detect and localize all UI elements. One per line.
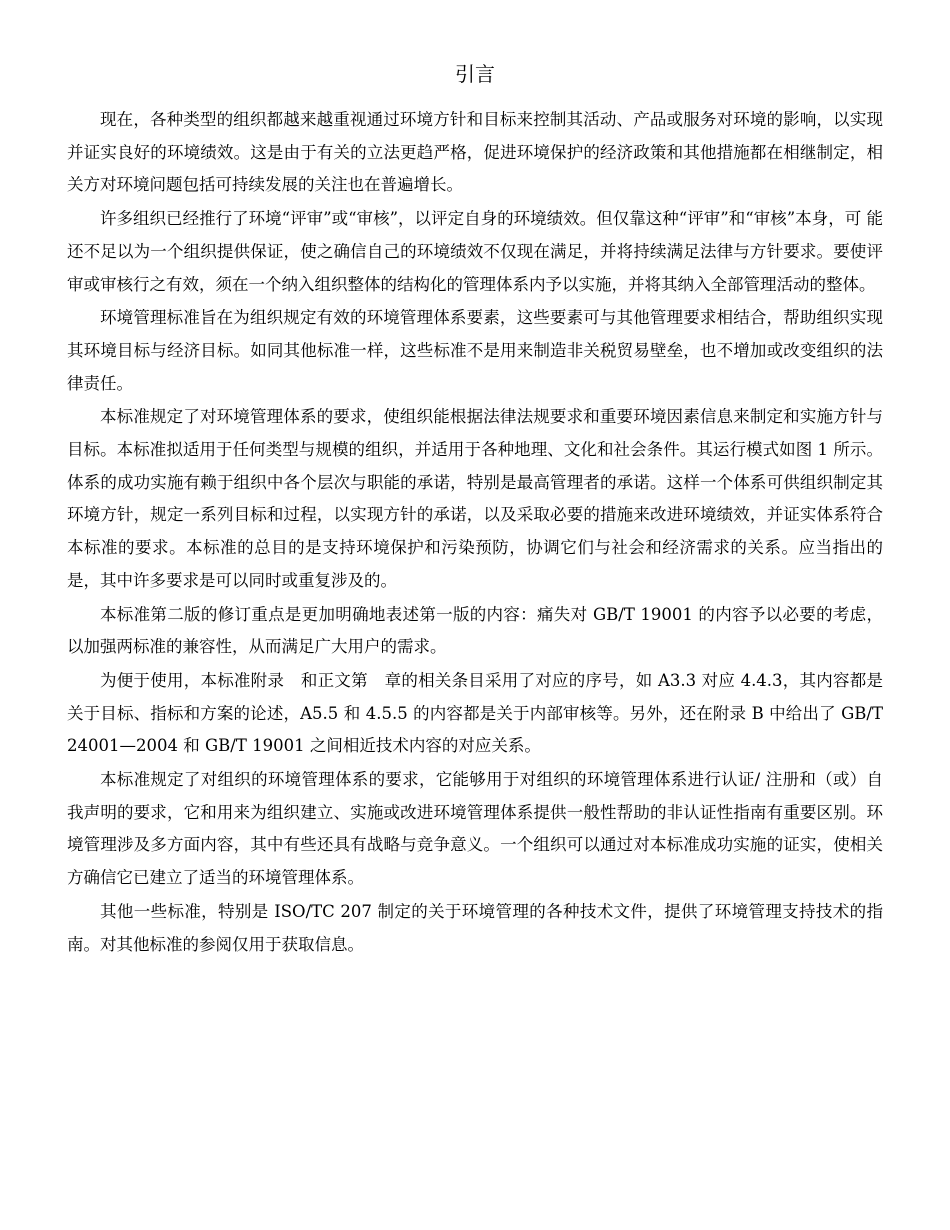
paragraph-1: 现在，各种类型的组织都越来越重视通过环境方针和目标来控制其活动、产品或服务对环境的影响，以实现并证实良好的环境绩效。这是由于有关的立法更趋严格，促进环境保护的经济政策和其他措施都在相继制定，相关方对环境问题包括可持续发展的关注也在普遍增长。 <box>67 110 883 195</box>
paragraph-6: 为便于使用，本标准附录 和正文第 章的相关条目采用了对应的序号，如 A3.3 对应 4.4.3，其内容都是关于目标、指标和方案的论述，A5.5 和 4.5.5 的内容都是关于内部审核等。另外，还在附录 B 中给出了 GB/T 24001—2004 和 GB/T 19001 之间相近技术内容的对应关系。 <box>67 670 883 756</box>
document-page <box>67 58 883 962</box>
document-title: 引言 <box>455 62 495 86</box>
paragraph-5: 本标准第二版的修订重点是更加明确地表述第一版的内容：痛失对 GB/T 19001 的内容予以必要的考虑，以加强两标准的兼容性，从而满足广大用户的需求。 <box>67 604 883 657</box>
paragraph-2: 许多组织已经推行了环境“评审”或“审核”，以评定自身的环境绩效。但仅靠这种“评审”和“审核”本身，可 能还不足以为一个组织提供保证，使之确信自己的环境绩效不仅现在满足，并将持续满足法律与方针要求。要使评审或审核行之有效，须在一个纳入组织整体的结构化的管理体系内予以实施，并将其纳入全部管理活动的整体。 <box>67 209 883 294</box>
paragraph-8: 其他一些标准，特别是 ISO/TC 207 制定的关于环境管理的各种技术文件，提供了环境管理支持技术的指南。对其他标准的参阅仅用于获取信息。 <box>67 901 883 954</box>
paragraph-4: 本标准规定了对环境管理体系的要求，使组织能根据法律法规要求和重要环境因素信息来制定和实施方针与目标。本标准拟适用于任何类型与规模的组织，并适用于各种地理、文化和社会条件。其运行模式如图 1 所示。体系的成功实施有赖于组织中各个层次与职能的承诺，特别是最高管理者的承诺。这样一个体系可供组织制定其环境方针，规定一系列目标和过程，以实现方针的承诺，以及采取必要的措施来改进环境绩效，并证实体系符合本标准的要求。本标准的总目的是支持环境保护和污染预防，协调它们与社会和经济需求的关系。应当指出的是，其中许多要求是可以同时或重复涉及的。 <box>67 407 883 590</box>
paragraph-3: 环境管理标准旨在为组织规定有效的环境管理体系要素，这些要素可与其他管理要求相结合，帮助组织实现其环境目标与经济目标。如同其他标准一样，这些标准不是用来制造非关税贸易壁垒，也不增加或改变组织的法律责任。 <box>67 308 883 393</box>
paragraph-7: 本标准规定了对组织的环境管理体系的要求，它能够用于对组织的环境管理体系进行认证/ 注册和（或）自我声明的要求，它和用来为组织建立、实施或改进环境管理体系提供一般性帮助的非认证性指南有重要区别。环境管理涉及多方面内容，其中有些还具有战略与竞争意义。一个组织可以通过对本标准成功实施的证实，使相关方确信它已建立了适当的环境管理体系。 <box>67 770 883 888</box>
